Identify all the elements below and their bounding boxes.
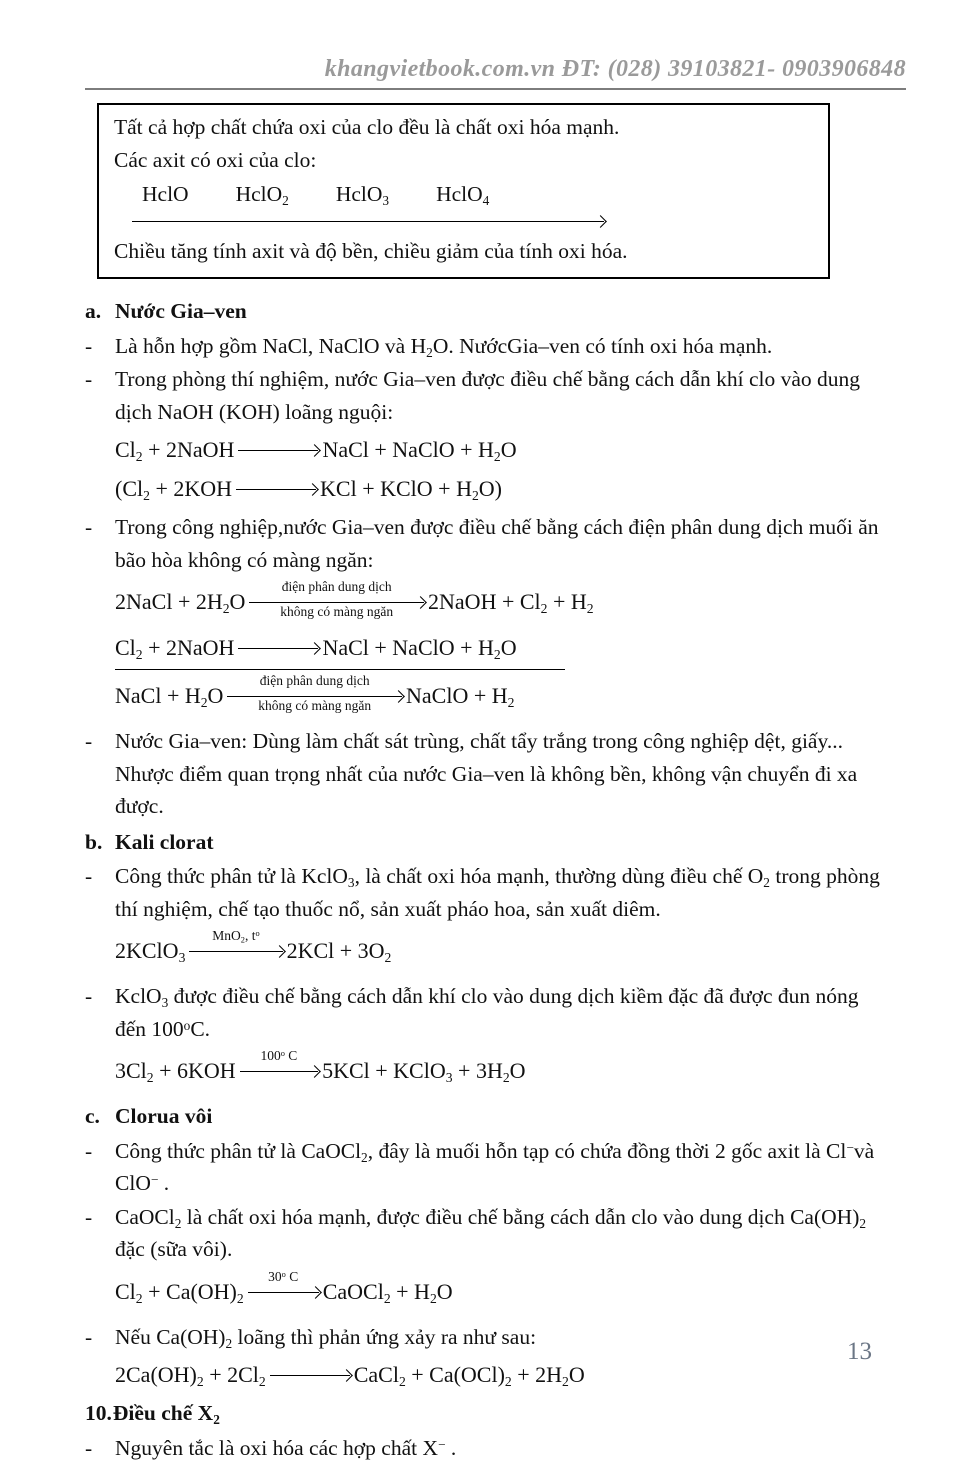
bullet-text: Nếu $Ca(OH)_2$ loãng thì phản ứng xảy ra như sau: xyxy=(115,1321,886,1354)
section-label: b. xyxy=(85,826,115,859)
bullet-text: Là hỗn hợp gồm NaCl, NaClO và $H_2O$. NướcGia–ven có tính oxi hóa mạnh. xyxy=(115,330,886,363)
equation-lhs: $3Cl_2 + 6KOH$ xyxy=(115,1058,236,1083)
equation-body xyxy=(115,938,391,963)
arrow-label-below: không có màng ngăn xyxy=(258,699,371,713)
equation-lhs: $2Ca(OH)_2 + 2Cl_2$ xyxy=(115,1362,266,1387)
equation-body xyxy=(115,1279,453,1304)
bullet-dash: - xyxy=(85,1135,115,1200)
equation-rhs: NaCl + NaClO + $H_2O$ xyxy=(322,437,516,462)
box-line-2: Các axit có oxi của clo: xyxy=(114,144,814,177)
species-formula: HclO$_2$ xyxy=(236,178,289,211)
equation xyxy=(115,934,886,967)
arrow-shaft xyxy=(248,1283,319,1293)
section-heading xyxy=(85,1100,886,1133)
equation-body xyxy=(115,589,594,614)
arrow-shaft xyxy=(238,639,318,649)
equation-rhs: 5KCl + KClO$_3$ + $3H_2O$ xyxy=(322,1058,525,1083)
arrow-label-below: không có màng ngăn xyxy=(280,605,393,619)
equation-body xyxy=(115,631,565,670)
equation xyxy=(115,679,886,712)
bullet-item xyxy=(85,1432,886,1464)
bullet-dash: - xyxy=(85,1321,115,1354)
arrow-shaft xyxy=(249,593,424,603)
header-rule xyxy=(85,88,906,90)
arrow-label-above: MnO$_2$, $t^o$ xyxy=(212,929,259,943)
equation-rhs: $2KCl + 3O_2$ xyxy=(287,938,392,963)
box-line-1: Tất cả hợp chất chứa oxi của clo đều là chất oxi hóa mạnh. xyxy=(114,111,814,144)
equation-rhs: 2NaOH + $Cl_2 + H_2$ xyxy=(428,589,594,614)
bullet-dash: - xyxy=(85,1201,115,1266)
arrow-shaft xyxy=(240,1062,318,1072)
bullet-dash: - xyxy=(85,725,115,823)
content xyxy=(0,279,958,1464)
species-formula: HclO$_4$ xyxy=(436,178,489,211)
arrow-shaft xyxy=(189,942,282,952)
box-caption: Chiều tăng tính axit và độ bền, chiều giảm của tính oxi hóa. xyxy=(114,235,814,268)
reaction-arrow xyxy=(238,639,318,649)
equation-lhs: ($Cl_2 + 2KOH$ xyxy=(115,476,232,501)
summary-box xyxy=(97,103,830,279)
section-title: Clorua vôi xyxy=(115,1100,212,1133)
section-title: Kali clorat xyxy=(115,826,214,859)
bullet-item xyxy=(85,1321,886,1354)
equation xyxy=(115,585,886,618)
bullet-dash: - xyxy=(85,860,115,925)
bullet-item xyxy=(85,511,886,576)
equation-body xyxy=(115,1058,526,1083)
bullet-text: Công thức phân tử là CaOCl$_2$, đây là muối hỗn tạp có chứa đồng thời 2 gốc axit là Cl−và ClO− . xyxy=(115,1135,886,1200)
bullet-dash: - xyxy=(85,363,115,428)
arrow-label-above: điện phân dung dịch xyxy=(282,580,392,594)
bullet-text: Nguyên tắc là oxi hóa các hợp chất X− . xyxy=(115,1432,886,1464)
equation-lhs: 2NaCl + $2H_2O$ xyxy=(115,589,245,614)
bullet-item xyxy=(85,1135,886,1200)
arrow-label-above: 100$^o$ C xyxy=(260,1049,297,1063)
bullet-item xyxy=(85,860,886,925)
bullet-item xyxy=(85,330,886,363)
section-label: c. xyxy=(85,1100,115,1133)
species-row xyxy=(114,178,814,211)
bullet-text: CaOCl$_2$ là chất oxi hóa mạnh, được điều chế bằng cách dẫn clo vào dung dịch $Ca(OH)_2$ đặc (sữa vôi). xyxy=(115,1201,886,1266)
page-number: 13 xyxy=(847,1338,872,1366)
bullet-item xyxy=(85,1201,886,1266)
equation xyxy=(115,1054,886,1087)
equation xyxy=(115,1358,886,1391)
equation-lhs: $Cl_2$ + 2NaOH xyxy=(115,635,234,660)
bullet-item xyxy=(85,363,886,428)
equation-body xyxy=(115,476,502,501)
increase-direction-arrow xyxy=(132,211,604,222)
reaction-arrow xyxy=(248,1283,319,1293)
equation-body xyxy=(115,1362,585,1387)
equation-rhs: NaClO + $H_2$ xyxy=(406,683,514,708)
section-label: 10. xyxy=(85,1397,113,1430)
species-formula: HclO xyxy=(142,178,189,211)
section-heading xyxy=(85,826,886,859)
arrow-shaft xyxy=(227,687,402,697)
section-title: Điều chế $X_2$ xyxy=(113,1397,220,1430)
section-title: Nước Gia–ven xyxy=(115,295,247,328)
reaction-arrow xyxy=(236,480,316,490)
species-formula: HclO$_3$ xyxy=(336,178,389,211)
bullet-item xyxy=(85,980,886,1045)
equation-rhs: CaOCl$_2$ + $H_2O$ xyxy=(323,1279,453,1304)
arrow-shaft xyxy=(238,441,318,451)
reaction-arrow xyxy=(238,441,318,451)
equation-body xyxy=(115,683,514,708)
bullet-dash: - xyxy=(85,980,115,1045)
bullet-text: Trong phòng thí nghiệm, nước Gia–ven được điều chế bằng cách dẫn khí clo vào dung dịch NaOH (KOH) loãng nguội: xyxy=(115,363,886,428)
equation-body xyxy=(115,437,517,462)
equation-lhs: 2KClO$_3$ xyxy=(115,938,185,963)
reaction-arrow xyxy=(240,1062,318,1072)
bullet-dash: - xyxy=(85,511,115,576)
equation-rhs: KCl + KClO + $H_2O$) xyxy=(320,476,502,501)
equation-lhs: $Cl_2$ + 2NaOH xyxy=(115,437,234,462)
bullet-text: Công thức phân tử là KclO$_3$, là chất oxi hóa mạnh, thường dùng điều chế $O_2$ trong phòng thí nghiệm, chế tạo thuốc nổ, sản xuất pháo hoa, sản xuất diêm. xyxy=(115,860,886,925)
arrow-shaft xyxy=(270,1366,350,1376)
equation-lhs: NaCl + $H_2O$ xyxy=(115,683,223,708)
reaction-arrow xyxy=(249,593,424,603)
bullet-item xyxy=(85,725,886,823)
bullet-text: KclO$_3$ được điều chế bằng cách dẫn khí clo vào dung dịch kiềm đặc đã được đun nóng đến 100$^o$C. xyxy=(115,980,886,1045)
page-header xyxy=(0,0,958,83)
equation-rhs: NaCl + NaClO + $H_2O$ xyxy=(322,635,516,660)
bullet-text: Nước Gia–ven: Dùng làm chất sát trùng, chất tẩy trắng trong công nghiệp dệt, giấy... Nhược điểm quan trọng nhất của nước Gia–ven là không bền, không vận chuyển đi xa được. xyxy=(115,725,886,823)
equation-lhs: $Cl_2 + Ca(OH)_2$ xyxy=(115,1279,244,1304)
reaction-arrow xyxy=(227,687,402,697)
equation xyxy=(115,433,886,466)
arrow-label-above: điện phân dung dịch xyxy=(260,674,370,688)
equation xyxy=(115,631,886,670)
section-label: a. xyxy=(85,295,115,328)
equation xyxy=(115,1275,886,1308)
header-text: khangvietbook.com.vn ĐT: (028) 39103821- 0903906848 xyxy=(325,56,906,82)
bullet-dash: - xyxy=(85,330,115,363)
bullet-dash: - xyxy=(85,1432,115,1464)
arrow-label-above: 30$^o$ C xyxy=(268,1270,298,1284)
reaction-arrow xyxy=(189,942,282,952)
arrow-shaft xyxy=(236,480,316,490)
equation xyxy=(115,472,886,505)
equation-rhs: CaCl$_2$ + $Ca(OCl)_2 + 2H_2O$ xyxy=(354,1362,585,1387)
section-heading xyxy=(85,1397,886,1430)
bullet-text: Trong công nghiệp,nước Gia–ven được điều chế bằng cách điện phân dung dịch muối ăn bão hòa không có màng ngăn: xyxy=(115,511,886,576)
reaction-arrow xyxy=(270,1366,350,1376)
section-heading xyxy=(85,295,886,328)
